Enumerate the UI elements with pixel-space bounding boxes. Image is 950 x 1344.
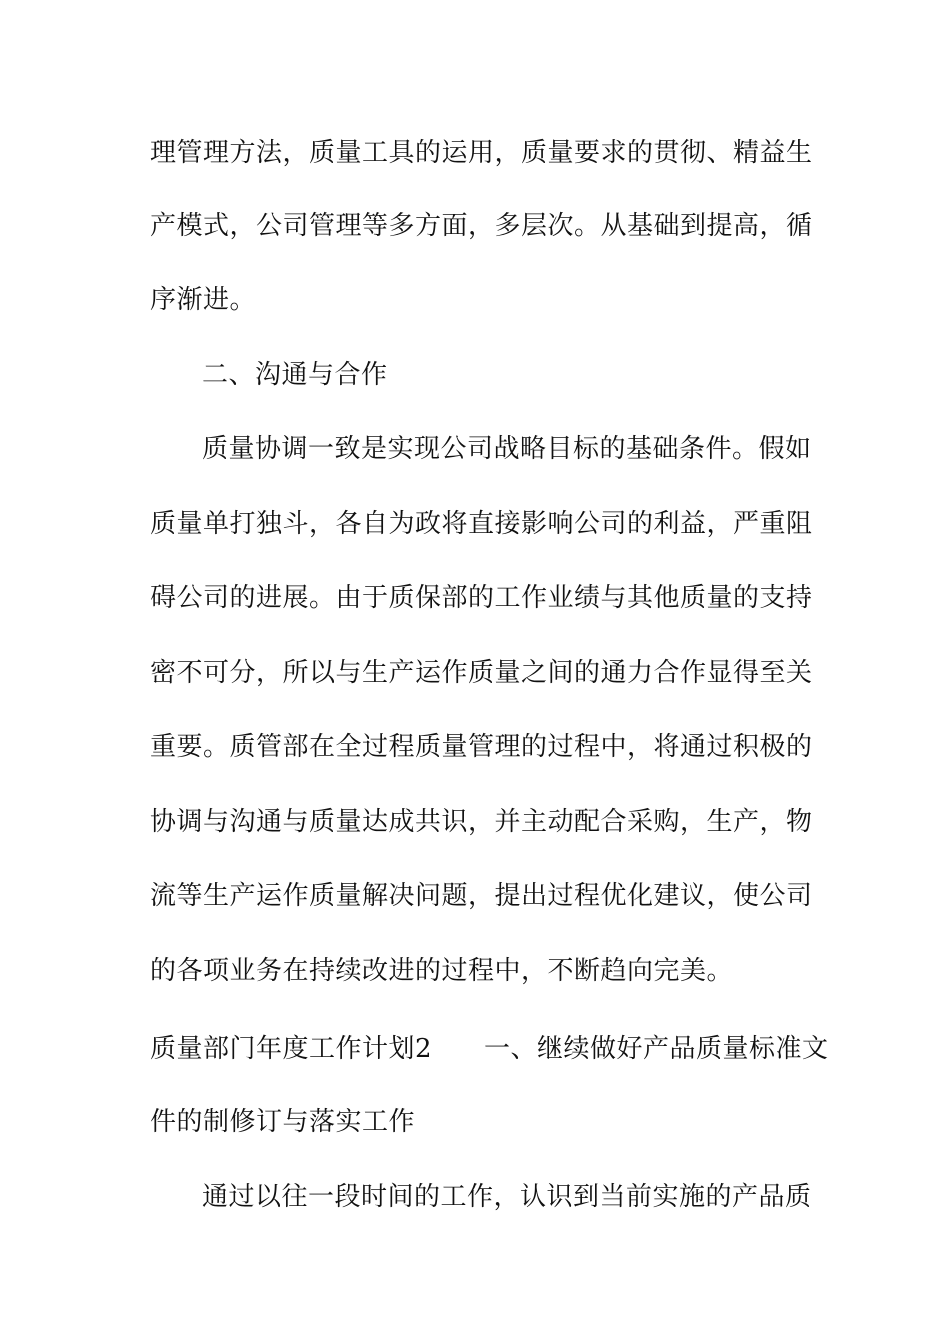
plan-heading-end: 件的制修订与落实工作 [150, 1107, 416, 1137]
body-text-line: 流等生产运作质量解决问题，提出过程优化建议，使公司 [150, 881, 813, 911]
body-text-line: 产模式，公司管理等多方面，多层次。从基础到提高，循 [150, 211, 813, 241]
section-heading: 二、沟通与合作 [202, 360, 388, 390]
body-text-line: 协调与沟通与质量达成共识，并主动配合采购，生产，物 [150, 807, 813, 837]
body-text-line: 质量单打独斗，各自为政将直接影响公司的利益，严重阻 [150, 509, 813, 539]
body-text-line: 密不可分，所以与生产运作质量之间的通力合作显得至关 [150, 658, 813, 688]
body-text-line: 序渐进。 [150, 285, 257, 315]
body-text-line: 通过以往一段时间的工作，认识到当前实施的产品质 [202, 1182, 812, 1212]
body-text-line: 质量协调一致是实现公司战略目标的基础条件。假如 [202, 434, 812, 464]
plan-heading-line [150, 1029, 829, 1069]
plan-title: 质量部门年度工作计划2 [150, 1034, 433, 1064]
body-text-line: 重要。质管部在全过程质量管理的过程中，将通过积极的 [150, 732, 813, 762]
plan-heading-start: 一、继续做好产品质量标准文 [484, 1034, 829, 1064]
body-text-line: 理管理方法，质量工具的运用，质量要求的贯彻、精益生 [150, 138, 813, 168]
body-text-line: 的各项业务在持续改进的过程中，不断趋向完美。 [150, 956, 734, 986]
body-text-line: 碍公司的进展。由于质保部的工作业绩与其他质量的支持 [150, 583, 813, 613]
